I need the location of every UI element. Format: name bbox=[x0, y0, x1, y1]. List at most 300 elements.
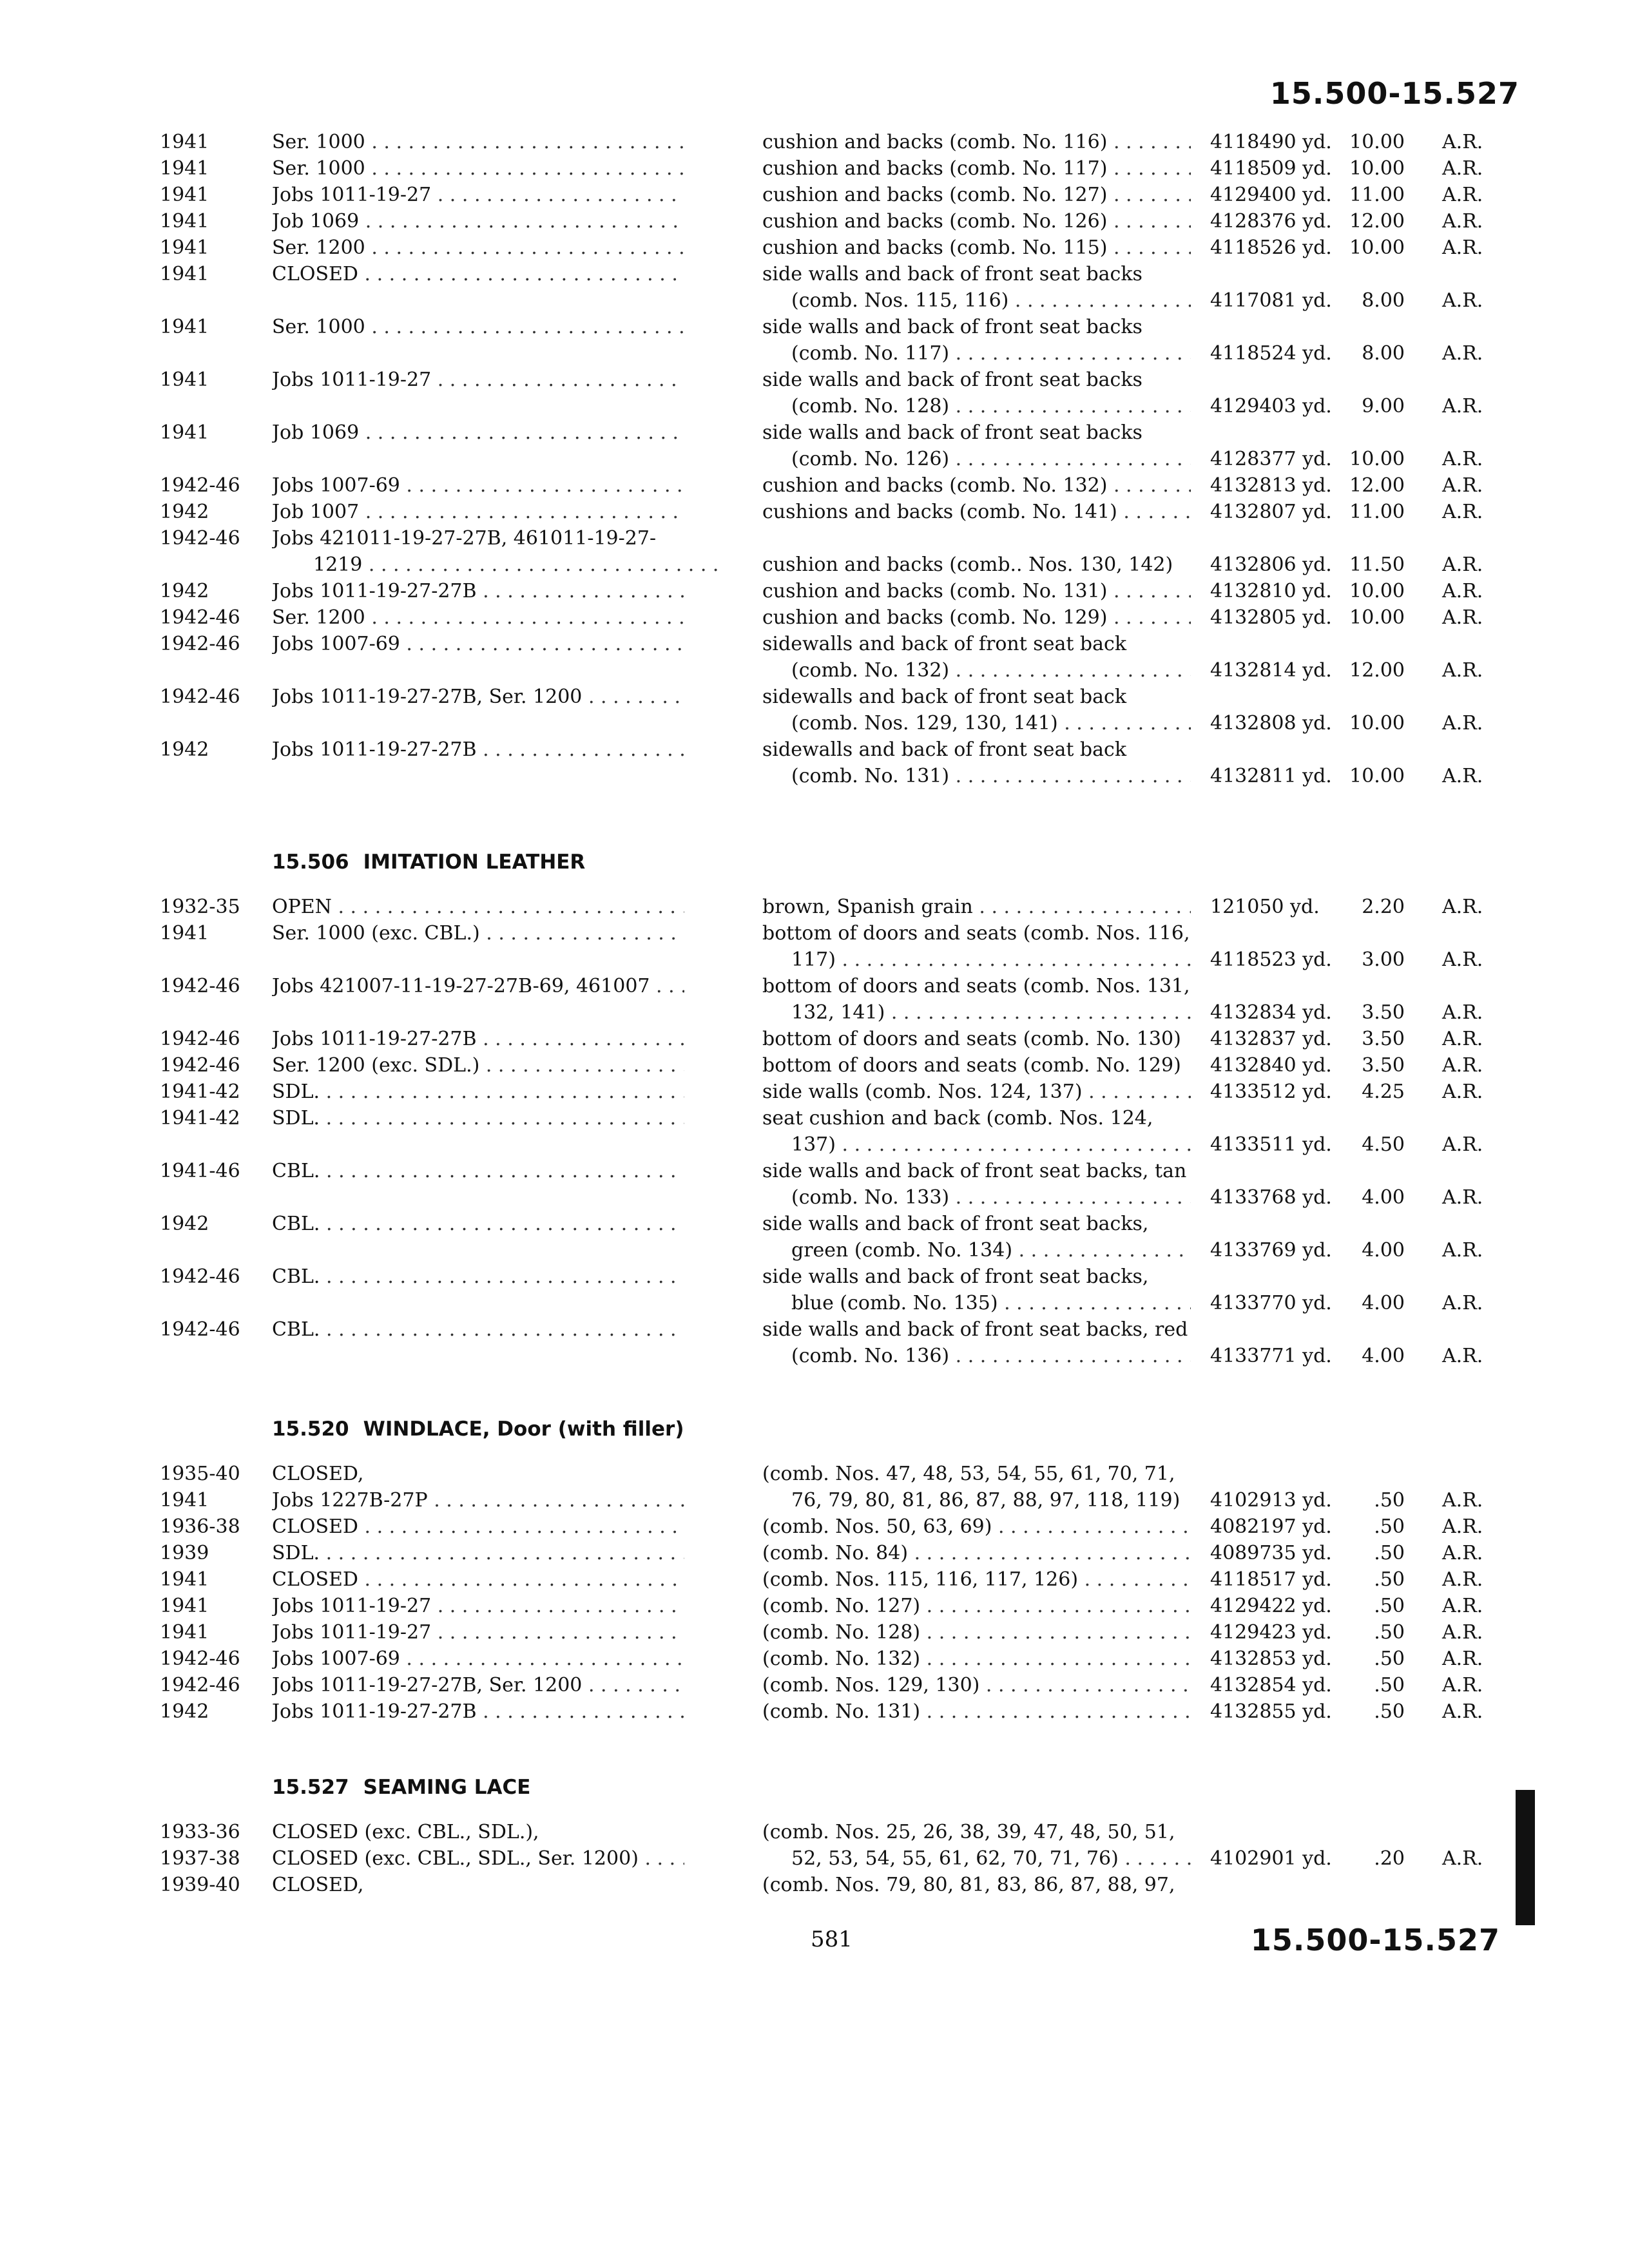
application: CLOSED . . . bbox=[272, 1566, 684, 1593]
list-price: .50 bbox=[1374, 1621, 1405, 1644]
quantity: A.R. bbox=[1442, 948, 1483, 971]
part-description: bottom of doors and seats (comb. No. 130) bbox=[762, 1028, 1181, 1050]
part-description: (comb. No. 131) . . . bbox=[762, 1698, 1191, 1725]
list-price: 10.00 bbox=[1349, 712, 1405, 735]
part-description: side walls and back of front seat backs bbox=[762, 263, 1142, 285]
part-description: cushion and backs (comb. No. 131) . . . bbox=[762, 578, 1191, 604]
quantity: A.R. bbox=[1442, 1054, 1483, 1077]
part-number: 4129422 yd. bbox=[1210, 1595, 1332, 1617]
part-description: (comb. No. 132) . . . bbox=[762, 1646, 1191, 1672]
list-price: 4.00 bbox=[1362, 1239, 1405, 1262]
model-year: 1939-40 bbox=[160, 1874, 240, 1896]
list-price: 4.00 bbox=[1362, 1186, 1405, 1209]
list-price: 10.00 bbox=[1349, 236, 1405, 259]
list-price: 12.00 bbox=[1349, 659, 1405, 682]
list-price: 8.00 bbox=[1362, 289, 1405, 312]
part-description: cushion and backs (comb. No. 117) . . . bbox=[762, 155, 1191, 182]
model-year: 1939 bbox=[160, 1542, 209, 1564]
part-description: (comb. Nos. 129, 130, 141) . . . bbox=[791, 710, 1191, 736]
section-title: SEAMING LACE bbox=[363, 1776, 531, 1799]
part-description: (comb. No. 84) . . . bbox=[762, 1540, 1191, 1566]
quantity: A.R. bbox=[1442, 131, 1483, 153]
catalog-row bbox=[0, 1079, 1629, 1105]
model-year: 1941 bbox=[160, 1489, 209, 1512]
part-number: 4132834 yd. bbox=[1210, 1001, 1332, 1024]
section-number: 15.506 bbox=[272, 850, 349, 874]
catalog-row bbox=[0, 287, 1629, 314]
list-price: 4.25 bbox=[1362, 1081, 1405, 1103]
part-description: cushions and backs (comb. No. 141) . . . bbox=[762, 499, 1191, 525]
part-description: (comb. No. 136) . . . bbox=[791, 1343, 1191, 1369]
catalog-row bbox=[0, 1131, 1629, 1158]
part-description: (comb. Nos. 50, 63, 69) . . . bbox=[762, 1514, 1191, 1540]
list-price: 4.00 bbox=[1362, 1292, 1405, 1314]
model-year: 1942 bbox=[160, 738, 209, 761]
model-year: 1942-46 bbox=[160, 633, 240, 655]
quantity: A.R. bbox=[1442, 289, 1483, 312]
catalog-row bbox=[0, 1487, 1629, 1514]
part-description: cushion and backs (comb. No. 116) . . . bbox=[762, 129, 1191, 155]
model-year: 1942-46 bbox=[160, 527, 240, 550]
page-number: 581 bbox=[811, 1927, 853, 1952]
model-year: 1941 bbox=[160, 157, 209, 180]
list-price: 4.00 bbox=[1362, 1345, 1405, 1367]
quantity: A.R. bbox=[1442, 157, 1483, 180]
model-year: 1941 bbox=[160, 922, 209, 945]
part-description: side walls and back of front seat backs, bbox=[762, 1213, 1149, 1235]
model-year: 1941 bbox=[160, 210, 209, 233]
quantity: A.R. bbox=[1442, 1700, 1483, 1723]
quantity: A.R. bbox=[1442, 1239, 1483, 1262]
list-price: .50 bbox=[1374, 1648, 1405, 1670]
catalog-row bbox=[0, 1316, 1629, 1343]
model-year: 1942-46 bbox=[160, 1648, 240, 1670]
catalog-row bbox=[0, 947, 1629, 973]
part-description: (comb. Nos. 129, 130) . . . bbox=[762, 1672, 1191, 1698]
section-title: WINDLACE, Door (with filler) bbox=[363, 1418, 684, 1441]
catalog-row bbox=[0, 736, 1629, 763]
part-description: cushion and backs (comb. No. 132) . . . bbox=[762, 472, 1191, 499]
model-year: 1941 bbox=[160, 184, 209, 206]
catalog-row bbox=[0, 1105, 1629, 1131]
catalog-row bbox=[0, 973, 1629, 999]
catalog-section bbox=[0, 1774, 1629, 1898]
application: Jobs 1011-19-27-27B . . . bbox=[272, 1698, 684, 1725]
catalog-row bbox=[0, 393, 1629, 419]
quantity: A.R. bbox=[1442, 606, 1483, 629]
model-year: 1942 bbox=[160, 580, 209, 602]
catalog-row bbox=[0, 472, 1629, 499]
application: CLOSED . . . bbox=[272, 261, 684, 287]
part-number: 4118517 yd. bbox=[1210, 1568, 1332, 1591]
application: Ser. 1000 . . . bbox=[272, 314, 684, 340]
catalog-row bbox=[0, 999, 1629, 1026]
quantity: A.R. bbox=[1442, 236, 1483, 259]
part-description: (comb. No. 117) . . . bbox=[791, 340, 1191, 367]
application: Jobs 421007-11-19-27-27B-69, 461007 . . . bbox=[272, 973, 684, 999]
catalog-row bbox=[0, 1619, 1629, 1646]
thumb-index-bar bbox=[1516, 1790, 1535, 1925]
part-number: 4132805 yd. bbox=[1210, 606, 1332, 629]
catalog-row bbox=[0, 1514, 1629, 1540]
application: CLOSED (exc. CBL., SDL., Ser. 1200) . . . bbox=[272, 1845, 684, 1872]
model-year: 1942 bbox=[160, 1700, 209, 1723]
list-price: 8.00 bbox=[1362, 342, 1405, 365]
quantity: A.R. bbox=[1442, 1648, 1483, 1670]
list-price: 3.50 bbox=[1362, 1028, 1405, 1050]
part-number: 4132811 yd. bbox=[1210, 765, 1332, 787]
list-price: 12.00 bbox=[1349, 210, 1405, 233]
list-price: 10.00 bbox=[1349, 765, 1405, 787]
quantity: A.R. bbox=[1442, 1081, 1483, 1103]
application: Ser. 1000 (exc. CBL.) . . . bbox=[272, 920, 684, 947]
part-description: (comb. No. 128) . . . bbox=[762, 1619, 1191, 1646]
part-description: sidewalls and back of front seat back bbox=[762, 633, 1127, 655]
application: Jobs 1011-19-27 . . . bbox=[272, 367, 684, 393]
model-year: 1936-38 bbox=[160, 1515, 240, 1538]
model-year: 1942 bbox=[160, 501, 209, 523]
part-description: (comb. No. 133) . . . bbox=[791, 1184, 1191, 1211]
part-description: green (comb. No. 134) . . . bbox=[791, 1237, 1191, 1264]
catalog-section bbox=[0, 129, 1629, 789]
part-number: 4102901 yd. bbox=[1210, 1847, 1332, 1870]
quantity: A.R. bbox=[1442, 1595, 1483, 1617]
catalog-row bbox=[0, 684, 1629, 710]
page-header-range: 15.500-15.527 bbox=[1269, 76, 1519, 111]
quantity: A.R. bbox=[1442, 1028, 1483, 1050]
application: Job 1007 . . . bbox=[272, 499, 684, 525]
part-number: 4132840 yd. bbox=[1210, 1054, 1332, 1077]
catalog-row bbox=[0, 631, 1629, 657]
catalog-row bbox=[0, 1052, 1629, 1079]
application: Jobs 1227B-27P . . . bbox=[272, 1487, 684, 1514]
list-price: 10.00 bbox=[1349, 448, 1405, 470]
application: Jobs 1007-69 . . . bbox=[272, 1646, 684, 1672]
part-description: (comb. Nos. 115, 116, 117, 126) . . . bbox=[762, 1566, 1191, 1593]
catalog-row bbox=[0, 525, 1629, 552]
part-description: side walls and back of front seat backs, red bbox=[762, 1318, 1188, 1341]
quantity: A.R. bbox=[1442, 1674, 1483, 1696]
part-description: bottom of doors and seats (comb. Nos. 116, bbox=[762, 922, 1190, 945]
part-description: sidewalls and back of front seat back bbox=[762, 738, 1127, 761]
application: Jobs 1011-19-27 . . . bbox=[272, 1593, 684, 1619]
part-description: side walls and back of front seat backs, bbox=[762, 1265, 1149, 1288]
quantity: A.R. bbox=[1442, 1621, 1483, 1644]
model-year: 1942-46 bbox=[160, 606, 240, 629]
catalog-row bbox=[0, 1672, 1629, 1698]
part-number: 4118526 yd. bbox=[1210, 236, 1332, 259]
quantity: A.R. bbox=[1442, 896, 1483, 918]
application: Jobs 1011-19-27 . . . bbox=[272, 182, 684, 208]
catalog-row bbox=[0, 340, 1629, 367]
part-number: 4129400 yd. bbox=[1210, 184, 1332, 206]
part-number: 4132814 yd. bbox=[1210, 659, 1332, 682]
quantity: A.R. bbox=[1442, 1133, 1483, 1156]
quantity: A.R. bbox=[1442, 1186, 1483, 1209]
section-number: 15.520 bbox=[272, 1418, 349, 1441]
quantity: A.R. bbox=[1442, 474, 1483, 497]
catalog-section bbox=[0, 849, 1629, 1369]
catalog-row bbox=[0, 314, 1629, 340]
part-number: 4132810 yd. bbox=[1210, 580, 1332, 602]
application: Jobs 1011-19-27-27B . . . bbox=[272, 578, 684, 604]
catalog-row bbox=[0, 552, 1629, 578]
application: SDL. . . . bbox=[272, 1540, 684, 1566]
part-number: 4117081 yd. bbox=[1210, 289, 1332, 312]
list-price: 10.00 bbox=[1349, 157, 1405, 180]
list-price: .50 bbox=[1374, 1489, 1405, 1512]
catalog-row bbox=[0, 1237, 1629, 1264]
model-year: 1942-46 bbox=[160, 474, 240, 497]
catalog-section bbox=[0, 1416, 1629, 1725]
list-price: .50 bbox=[1374, 1568, 1405, 1591]
model-year: 1941-46 bbox=[160, 1160, 240, 1182]
application: Jobs 1011-19-27 . . . bbox=[272, 1619, 684, 1646]
catalog-row bbox=[0, 578, 1629, 604]
quantity: A.R. bbox=[1442, 395, 1483, 418]
part-description: (comb. No. 127) . . . bbox=[762, 1593, 1191, 1619]
part-description: 76, 79, 80, 81, 86, 87, 88, 97, 118, 119) bbox=[791, 1489, 1181, 1512]
application: Ser. 1000 . . . bbox=[272, 129, 684, 155]
application: Job 1069 . . . bbox=[272, 208, 684, 235]
application: CBL. . . . bbox=[272, 1264, 684, 1290]
list-price: 4.50 bbox=[1362, 1133, 1405, 1156]
part-number: 4132807 yd. bbox=[1210, 501, 1332, 523]
list-price: 3.50 bbox=[1362, 1054, 1405, 1077]
catalog-row bbox=[0, 657, 1629, 684]
part-description: side walls and back of front seat backs bbox=[762, 316, 1142, 338]
quantity: A.R. bbox=[1442, 1489, 1483, 1512]
part-description: bottom of doors and seats (comb. Nos. 131, bbox=[762, 975, 1190, 997]
application: SDL. . . . bbox=[272, 1079, 684, 1105]
part-description: (comb. No. 131) . . . bbox=[791, 763, 1191, 789]
model-year: 1942-46 bbox=[160, 1674, 240, 1696]
application: Ser. 1200 . . . bbox=[272, 604, 684, 631]
model-year: 1941 bbox=[160, 1595, 209, 1617]
catalog-row bbox=[0, 1461, 1629, 1487]
application: CBL. . . . bbox=[272, 1158, 684, 1184]
list-price: 11.50 bbox=[1349, 553, 1405, 576]
list-price: 12.00 bbox=[1349, 474, 1405, 497]
catalog-row bbox=[0, 1566, 1629, 1593]
model-year: 1941 bbox=[160, 1568, 209, 1591]
catalog-row bbox=[0, 235, 1629, 261]
part-number: 4128377 yd. bbox=[1210, 448, 1332, 470]
part-description: 52, 53, 54, 55, 61, 62, 70, 71, 76) . . . bbox=[791, 1845, 1191, 1872]
part-description: (comb. Nos. 79, 80, 81, 83, 86, 87, 88, 97, bbox=[762, 1874, 1175, 1896]
catalog-row bbox=[0, 604, 1629, 631]
part-description: seat cushion and back (comb. Nos. 124, bbox=[762, 1107, 1153, 1129]
model-year: 1941-42 bbox=[160, 1107, 240, 1129]
application: OPEN . . . bbox=[272, 894, 684, 920]
quantity: A.R. bbox=[1442, 342, 1483, 365]
quantity: A.R. bbox=[1442, 1542, 1483, 1564]
part-description: (comb. Nos. 47, 48, 53, 54, 55, 61, 70, 71, bbox=[762, 1463, 1175, 1485]
catalog-row bbox=[0, 129, 1629, 155]
quantity: A.R. bbox=[1442, 659, 1483, 682]
section-heading bbox=[0, 1416, 1629, 1443]
part-description: cushion and backs (comb. No. 127) . . . bbox=[762, 182, 1191, 208]
catalog-row bbox=[0, 419, 1629, 446]
catalog-row bbox=[0, 1845, 1629, 1872]
quantity: A.R. bbox=[1442, 501, 1483, 523]
part-number: 4133512 yd. bbox=[1210, 1081, 1332, 1103]
part-number: 4129403 yd. bbox=[1210, 395, 1332, 418]
catalog-row bbox=[0, 499, 1629, 525]
part-number: 4132837 yd. bbox=[1210, 1028, 1332, 1050]
catalog-row bbox=[0, 155, 1629, 182]
list-price: .50 bbox=[1374, 1515, 1405, 1538]
catalog-row bbox=[0, 710, 1629, 736]
part-number: 4118509 yd. bbox=[1210, 157, 1332, 180]
application: 1219 . . . bbox=[313, 552, 726, 578]
quantity: A.R. bbox=[1442, 1001, 1483, 1024]
part-number: 4132813 yd. bbox=[1210, 474, 1332, 497]
part-description: blue (comb. No. 135) . . . bbox=[791, 1290, 1191, 1316]
part-description: side walls (comb. Nos. 124, 137) . . . bbox=[762, 1079, 1191, 1105]
model-year: 1941-42 bbox=[160, 1081, 240, 1103]
part-number: 4129423 yd. bbox=[1210, 1621, 1332, 1644]
quantity: A.R. bbox=[1442, 1345, 1483, 1367]
part-description: bottom of doors and seats (comb. No. 129) bbox=[762, 1054, 1181, 1077]
application: Jobs 421011-19-27-27B, 461011-19-27- bbox=[272, 527, 657, 550]
part-description: brown, Spanish grain . . . bbox=[762, 894, 1191, 920]
part-number: 4132806 yd. bbox=[1210, 553, 1332, 576]
quantity: A.R. bbox=[1442, 1515, 1483, 1538]
model-year: 1942-46 bbox=[160, 1318, 240, 1341]
part-number: 4133511 yd. bbox=[1210, 1133, 1332, 1156]
catalog-row bbox=[0, 182, 1629, 208]
section-title: IMITATION LEATHER bbox=[363, 850, 586, 874]
application: Jobs 1007-69 . . . bbox=[272, 631, 684, 657]
section-heading bbox=[0, 849, 1629, 876]
part-description: cushion and backs (comb.. Nos. 130, 142) bbox=[762, 553, 1173, 576]
quantity: A.R. bbox=[1442, 1847, 1483, 1870]
quantity: A.R. bbox=[1442, 712, 1483, 735]
part-number: 4133769 yd. bbox=[1210, 1239, 1332, 1262]
quantity: A.R. bbox=[1442, 184, 1483, 206]
part-description: side walls and back of front seat backs, tan bbox=[762, 1160, 1187, 1182]
section-heading bbox=[0, 1774, 1629, 1801]
application: Job 1069 . . . bbox=[272, 419, 684, 446]
part-description: cushion and backs (comb. No. 129) . . . bbox=[762, 604, 1191, 631]
application: CLOSED, bbox=[272, 1463, 364, 1485]
catalog-row bbox=[0, 1264, 1629, 1290]
catalog-row bbox=[0, 1872, 1629, 1898]
application: CBL. . . . bbox=[272, 1211, 684, 1237]
model-year: 1942-46 bbox=[160, 975, 240, 997]
catalog-row bbox=[0, 1343, 1629, 1369]
part-number: 4128376 yd. bbox=[1210, 210, 1332, 233]
model-year: 1942-46 bbox=[160, 1054, 240, 1077]
model-year: 1941 bbox=[160, 263, 209, 285]
part-number: 121050 yd. bbox=[1210, 896, 1320, 918]
part-description: (comb. No. 132) . . . bbox=[791, 657, 1191, 684]
catalog-row bbox=[0, 1184, 1629, 1211]
model-year: 1941 bbox=[160, 316, 209, 338]
catalog-row bbox=[0, 763, 1629, 789]
catalog-row bbox=[0, 1698, 1629, 1725]
list-price: .20 bbox=[1374, 1847, 1405, 1870]
part-description: (comb. No. 126) . . . bbox=[791, 446, 1191, 472]
catalog-row bbox=[0, 208, 1629, 235]
list-price: .50 bbox=[1374, 1674, 1405, 1696]
quantity: A.R. bbox=[1442, 448, 1483, 470]
model-year: 1942-46 bbox=[160, 686, 240, 708]
part-number: 4082197 yd. bbox=[1210, 1515, 1332, 1538]
list-price: 11.00 bbox=[1349, 501, 1405, 523]
catalog-row bbox=[0, 1819, 1629, 1845]
part-description: 132, 141) . . . bbox=[791, 999, 1191, 1026]
model-year: 1941 bbox=[160, 421, 209, 444]
catalog-row bbox=[0, 261, 1629, 287]
model-year: 1941 bbox=[160, 1621, 209, 1644]
quantity: A.R. bbox=[1442, 765, 1483, 787]
part-description: 117) . . . bbox=[791, 947, 1191, 973]
section-number: 15.527 bbox=[272, 1776, 349, 1799]
catalog-row bbox=[0, 1158, 1629, 1184]
catalog-row bbox=[0, 920, 1629, 947]
part-description: 137) . . . bbox=[791, 1131, 1191, 1158]
part-number: 4133770 yd. bbox=[1210, 1292, 1332, 1314]
model-year: 1932-35 bbox=[160, 896, 240, 918]
page-footer-range: 15.500-15.527 bbox=[1250, 1923, 1500, 1957]
list-price: 3.00 bbox=[1362, 948, 1405, 971]
application: Ser. 1200 (exc. SDL.) . . . bbox=[272, 1052, 684, 1079]
part-number: 4132808 yd. bbox=[1210, 712, 1332, 735]
application: Jobs 1007-69 . . . bbox=[272, 472, 684, 499]
application: CBL. . . . bbox=[272, 1316, 684, 1343]
part-number: 4133768 yd. bbox=[1210, 1186, 1332, 1209]
application: Jobs 1011-19-27-27B, Ser. 1200 . . . bbox=[272, 684, 684, 710]
part-description: sidewalls and back of front seat back bbox=[762, 686, 1127, 708]
part-number: 4132854 yd. bbox=[1210, 1674, 1332, 1696]
application: CLOSED . . . bbox=[272, 1514, 684, 1540]
part-description: (comb. Nos. 115, 116) . . . bbox=[791, 287, 1191, 314]
model-year: 1942-46 bbox=[160, 1028, 240, 1050]
part-number: 4132855 yd. bbox=[1210, 1700, 1332, 1723]
catalog-row bbox=[0, 367, 1629, 393]
part-number: 4133771 yd. bbox=[1210, 1345, 1332, 1367]
part-number: 4089735 yd. bbox=[1210, 1542, 1332, 1564]
list-price: 10.00 bbox=[1349, 131, 1405, 153]
model-year: 1942-46 bbox=[160, 1265, 240, 1288]
part-number: 4118523 yd. bbox=[1210, 948, 1332, 971]
catalog-row bbox=[0, 1211, 1629, 1237]
part-description: (comb. Nos. 25, 26, 38, 39, 47, 48, 50, 51, bbox=[762, 1821, 1175, 1843]
list-price: .50 bbox=[1374, 1542, 1405, 1564]
part-number: 4132853 yd. bbox=[1210, 1648, 1332, 1670]
catalog-row bbox=[0, 1540, 1629, 1566]
application: Jobs 1011-19-27-27B, Ser. 1200 . . . bbox=[272, 1672, 684, 1698]
quantity: A.R. bbox=[1442, 580, 1483, 602]
part-description: cushion and backs (comb. No. 115) . . . bbox=[762, 235, 1191, 261]
catalog-row bbox=[0, 1646, 1629, 1672]
application: CLOSED, bbox=[272, 1874, 364, 1896]
list-price: 11.00 bbox=[1349, 184, 1405, 206]
application: Ser. 1000 . . . bbox=[272, 155, 684, 182]
list-price: 10.00 bbox=[1349, 580, 1405, 602]
application: Ser. 1200 . . . bbox=[272, 235, 684, 261]
quantity: A.R. bbox=[1442, 553, 1483, 576]
application: CLOSED (exc. CBL., SDL.), bbox=[272, 1821, 539, 1843]
application: Jobs 1011-19-27-27B . . . bbox=[272, 736, 684, 763]
catalog-row bbox=[0, 1026, 1629, 1052]
part-number: 4118524 yd. bbox=[1210, 342, 1332, 365]
list-price: 9.00 bbox=[1362, 395, 1405, 418]
list-price: .50 bbox=[1374, 1595, 1405, 1617]
model-year: 1941 bbox=[160, 369, 209, 391]
